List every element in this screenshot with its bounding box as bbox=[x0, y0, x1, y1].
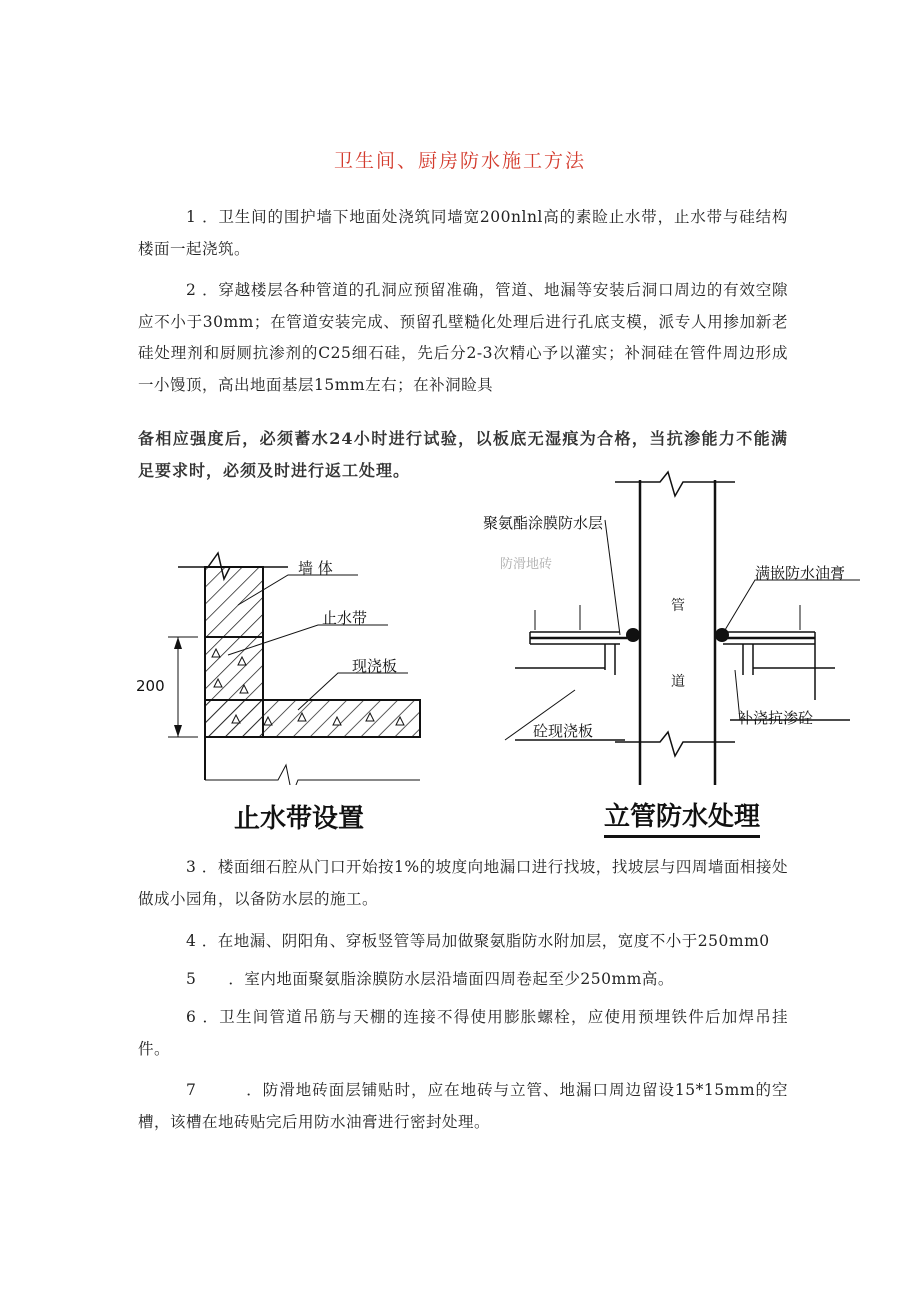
paragraph-4-text: 4 ．在地漏、阴阳角、穿板竖管等局加做聚氨脂防水附加层，宽度不小于250mm0 bbox=[186, 932, 770, 950]
label-waterstop: 止水带 bbox=[322, 609, 368, 627]
label-pipe-1: 管 bbox=[671, 598, 685, 614]
paragraph-1 bbox=[138, 202, 788, 265]
paragraph-3-text: 3 ．楼面细石腔从门口开始按1%的坡度向地漏口进行找坡，找坡层与四周墙面相接处做成小园角，以备防水层的施工。 bbox=[138, 858, 788, 908]
page-title: 卫生间、厨房防水施工方法 bbox=[333, 150, 586, 172]
paragraph-2-text: 2 ．穿越楼层各种管道的孔洞应预留准确，管道、地漏等安装后洞口周边的有效空隙应不小于30mm；在管道安装完成、预留孔壁糙化处理后进行孔底支模，派专人用掺加新老硅处理剂和厨厕抗渗剂的C25细石硅，先后分2-3次精心予以灌实；补洞硅在管件周边形成一小馒顶，高出地面基层15mm左右；在补洞睑具 bbox=[138, 281, 788, 394]
paragraph-2-continued-text: 备相应强度后，必须蓄水24小时进行试验，以板底无湿痕为合格，当抗渗能力不能满足要求时，必须及时进行返工处理。 bbox=[138, 429, 788, 480]
dimension-200: 200 bbox=[136, 677, 165, 695]
paragraph-4 bbox=[138, 926, 788, 958]
label-slab-2: 砼现浇板 bbox=[533, 722, 594, 740]
paragraph-5 bbox=[138, 964, 788, 996]
label-patch-concrete: 补浇抗渗砼 bbox=[738, 709, 814, 727]
caption-riser: 立管防水处理 bbox=[604, 796, 760, 838]
label-slab: 现浇板 bbox=[352, 657, 398, 675]
caption-waterstop: 止水带设置 bbox=[234, 804, 365, 834]
riser-pipe-diagram bbox=[455, 470, 875, 790]
sealant-left bbox=[626, 628, 640, 642]
label-pu-coating: 聚氨酯涂膜防水层 bbox=[483, 514, 604, 532]
sealant-right bbox=[715, 628, 729, 642]
label-tile: 防滑地砖 bbox=[500, 557, 553, 572]
waterstop-diagram bbox=[128, 545, 438, 785]
paragraph-2 bbox=[138, 275, 788, 401]
paragraph-7-text: 7 ．防滑地砖面层铺贴时，应在地砖与立管、地漏口周边留设15*15mm的空槽，该槽在地砖贴完后用防水油膏进行密封处理。 bbox=[138, 1081, 788, 1131]
paragraph-6 bbox=[138, 1002, 788, 1065]
paragraph-5-text: 5 ．室内地面聚氨脂涂膜防水层沿墙面四周卷起至少250mm高。 bbox=[186, 970, 674, 988]
label-wall: 墙 体 bbox=[298, 559, 333, 577]
paragraph-3 bbox=[138, 852, 788, 915]
label-pipe-2: 道 bbox=[671, 674, 685, 690]
label-sealant: 满嵌防水油膏 bbox=[755, 564, 846, 582]
paragraph-6-text: 6 ．卫生间管道吊筋与天棚的连接不得使用膨胀螺栓，应使用预埋铁件后加焊吊挂件。 bbox=[138, 1008, 788, 1058]
paragraph-1-text: 1 ．卫生间的围护墙下地面处浇筑同墙宽200nlnl高的素睑止水带，止水带与硅结构楼面一起浇筑。 bbox=[138, 208, 788, 258]
paragraph-7 bbox=[138, 1075, 788, 1138]
